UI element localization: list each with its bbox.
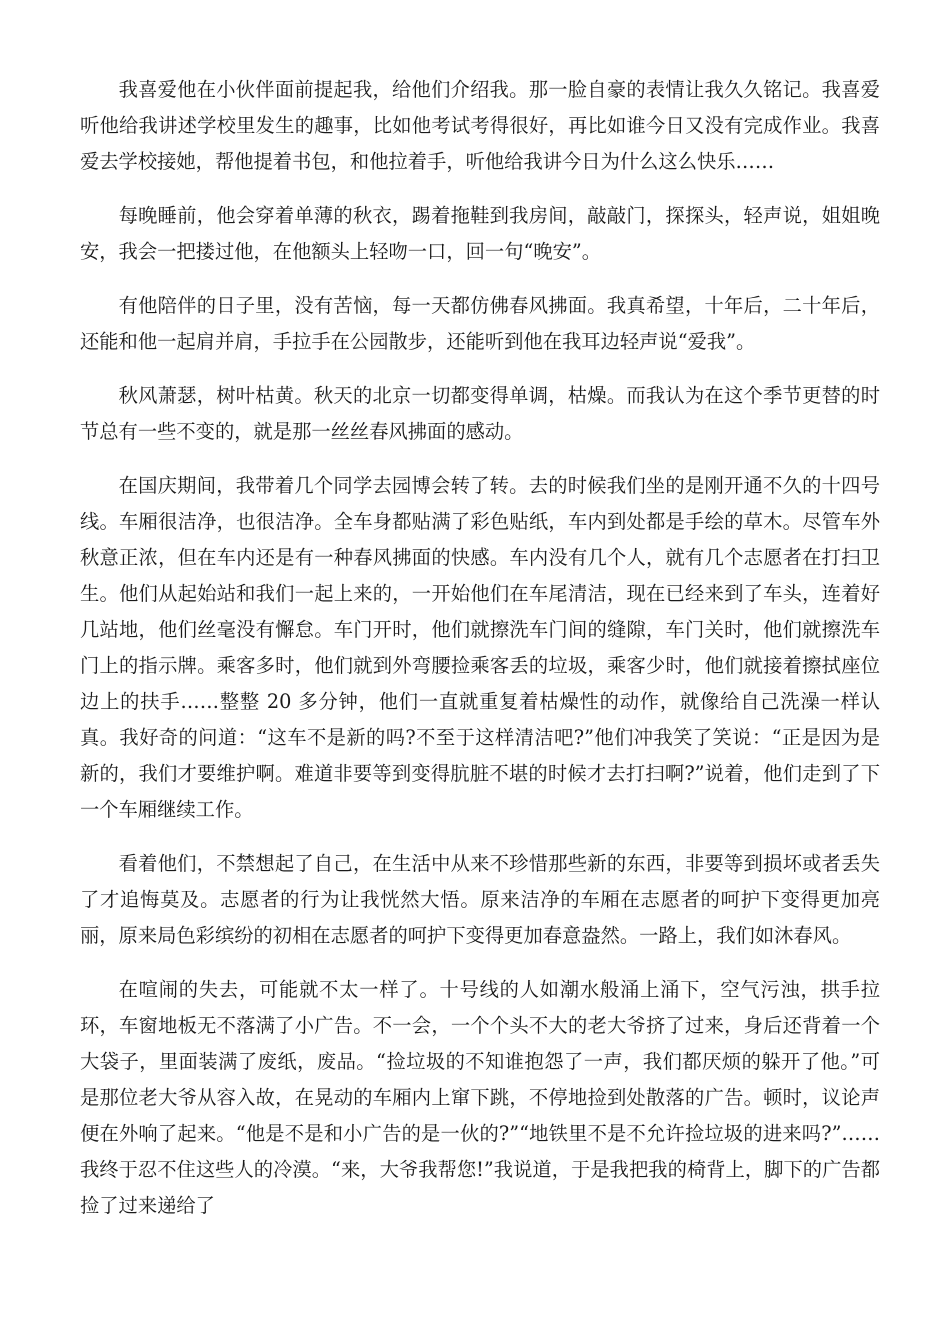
paragraph-6: 看着他们，不禁想起了自己，在生活中从来不珍惜那些新的东西，非要等到损坏或者丢失了才追悔莫及。志愿者的行为让我恍然大悟。原来洁净的车厢在志愿者的呵护下变得更加亮丽，原来局色彩缤纷的初相在志愿者的呵护下变得更加春意盎然。一路上，我们如沐春风。 [80, 852, 880, 947]
document-page [80, 72, 880, 1242]
paragraph-1: 我喜爱他在小伙伴面前提起我，给他们介绍我。那一脸自豪的表情让我久久铭记。我喜爱听他给我讲述学校里发生的趣事，比如他考试考得很好，再比如谁今日又没有完成作业。我喜爱去学校接她，帮他提着书包，和他拉着手，听他给我讲今日为什么这么快乐…… [80, 78, 880, 173]
paragraph-5: 在国庆期间，我带着几个同学去园博会转了转。去的时候我们坐的是刚开通不久的十四号线。车厢很洁净，也很洁净。全车身都贴满了彩色贴纸，车内到处都是手绘的草木。尽管车外秋意正浓，但在车内还是有一种春风拂面的快感。车内没有几个人，就有几个志愿者在打扫卫生。他们从起始站和我们一起上来的，一开始他们在车尾清洁，现在已经来到了车头，连着好几站地，他们丝毫没有懈怠。车门开时，他们就擦洗车门间的缝隙，车门关时，他们就擦洗车门上的指示牌。乘客多时，他们就到外弯腰捡乘客丢的垃圾，乘客少时，他们就接着擦拭座位边上的扶手……整整 20 多分钟，他们一直就重复着枯燥性的动作，就像给自己洗澡一样认真。我好奇的问道：“这车不是新的吗?不至于这样清洁吧?”他们冲我笑了笑说：“正是因为是新的，我们才要维护啊。难道非要等到变得肮脏不堪的时候才去打扫啊?”说着，他们走到了下一个车厢继续工作。 [80, 474, 880, 821]
paragraph-2: 每晚睡前，他会穿着单薄的秋衣，踢着拖鞋到我房间，敲敲门，探探头，轻声说，姐姐晚安，我会一把搂过他，在他额头上轻吻一口，回一句“晚安”。 [80, 204, 880, 263]
paragraph-3: 有他陪伴的日子里，没有苦恼，每一天都仿佛春风拂面。我真希望，十年后，二十年后，还能和他一起肩并肩，手拉手在公园散步，还能听到他在我耳边轻声说“爱我”。 [80, 294, 880, 353]
paragraph-4: 秋风萧瑟，树叶枯黄。秋天的北京一切都变得单调，枯燥。而我认为在这个季节更替的时节总有一些不变的，就是那一丝丝春风拂面的感动。 [80, 384, 880, 443]
paragraph-7: 在喧闹的失去，可能就不太一样了。十号线的人如潮水般涌上涌下，空气污浊，拱手拉环，车窗地板无不落满了小广告。不一会，一个个头不大的老大爷挤了过来，身后还背着一个大袋子，里面装满了废纸，废品。“捡垃圾的不知谁抱怨了一声，我们都厌烦的躲开了他。”可是那位老大爷从容入故，在晃动的车厢内上窜下跳，不停地捡到处散落的广告。顿时，议论声便在外响了起来。“他是不是和小广告的是一伙的?”“地铁里不是不允许捡垃圾的进来吗?”……我终于忍不住这些人的冷漠。“来，大爷我帮您!”我说道，于是我把我的椅背上，脚下的广告都捡了过来递给了 [80, 978, 880, 1217]
